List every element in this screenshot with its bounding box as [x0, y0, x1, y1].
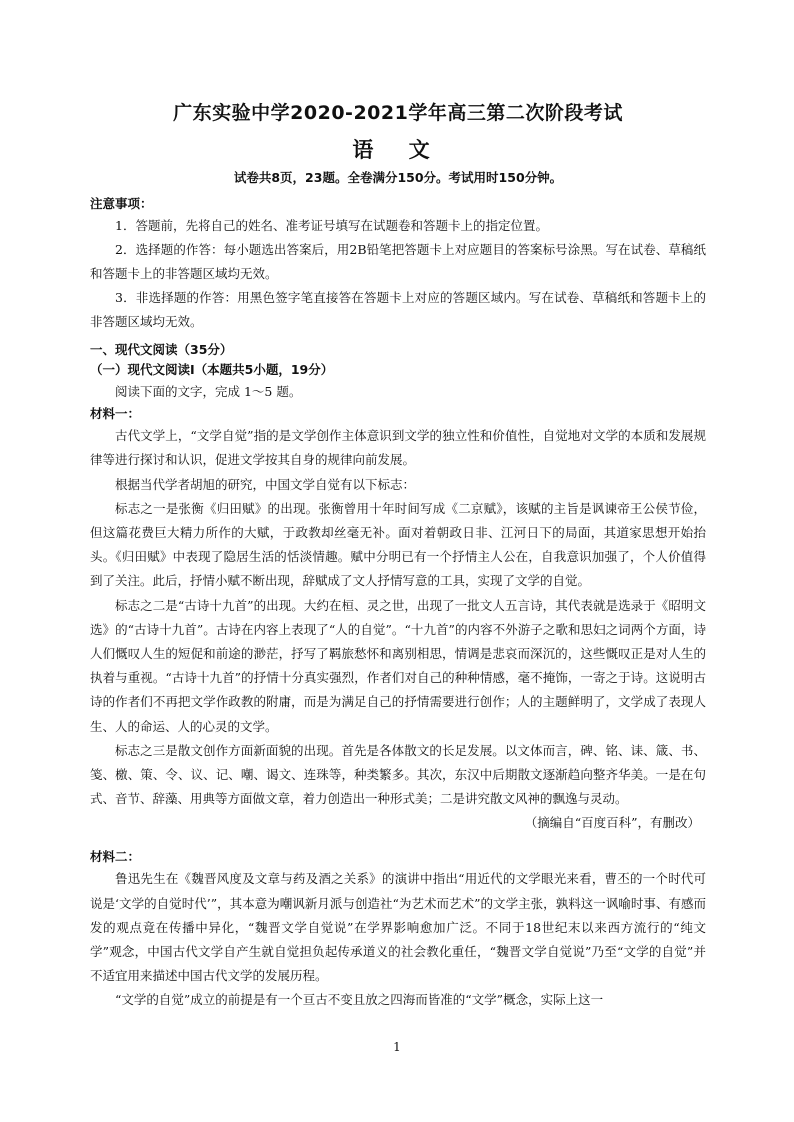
material2-heading: 材料二：	[90, 849, 141, 865]
material1-heading: 材料一：	[90, 406, 141, 422]
subject-title: 语 文	[352, 138, 444, 162]
page-number: 1	[393, 1040, 401, 1054]
material2-paragraph: “文学的自觉”成立的前提是有一个亘古不变且放之四海而皆准的“文学”概念，实际上这一	[115, 992, 604, 1008]
section-subheading: （一）现代文阅读Ⅰ（本题共5小题，19分）	[90, 362, 334, 377]
exam-title: 广东实验中学2020-2021学年高三第二次阶段考试	[173, 102, 623, 124]
notice-item: 2．选择题的作答：每小题选出答案后，用2B铅笔把答题卡上对应题目的答案标号涂黑。写在试卷、草稿纸和答题卡上的非答题区域均无效。	[90, 242, 706, 281]
notice-item: 1．答题前，先将自己的姓名、准考证号填写在试题卷和答题卡上的指定位置。	[115, 218, 548, 233]
material2-paragraph: 鲁迅先生在《魏晋风度及文章与药及酒之关系》的演讲中指出“用近代的文学眼光来看，曹丕的一个时代可说是‘文学的自觉时代’”，其本意为嘲讽新月派与创造社“为艺术而艺术”的文学主张，孰料这一讽喻时事、有感而发的观点竟在传播中异化，“魏晋文学自觉说”在学界影响愈加广泛。不同于18世纪末以来西方流行的“纯文学”观念，中国古代文学自产生就自觉担负起传承道义的社会教化重任，“魏晋文学自觉说”乃至“文学的自觉”并不适宜用来描述中国古代文学的发展历程。	[90, 871, 706, 984]
notice-heading: 注意事项：	[90, 196, 153, 211]
material1-paragraph: 古代文学上，“文学自觉”指的是文学创作主体意识到文学的独立性和价值性，自觉地对文学的本质和发展规律等进行探讨和认识，促进文学按其自身的规律向前发展。	[90, 428, 706, 468]
material1-source: （摘编自“百度百科”，有删改）	[524, 815, 700, 831]
exam-page	[90, 100, 706, 1013]
exam-meta: 试卷共8页，23题。全卷满分150分。考试用时150分钟。	[233, 170, 563, 185]
spacer	[90, 835, 706, 847]
material1-paragraph: 标志之三是散文创作方面新面貌的出现。首先是各体散文的长足发展。以文体而言，碑、铭、诔、箴、书、笺、檄、策、令、议、记、嘲、谒文、连珠等，种类繁多。其次，东汉中后期散文逐渐趋向整齐华美。一是在句式、音节、辞藻、用典等方面做文章，着力创造出一种形式美；二是讲究散文风神的飘逸与灵动。	[90, 742, 706, 807]
section-heading: 一、现代文阅读（35分）	[90, 342, 233, 357]
material1-paragraph: 标志之一是张衡《归田赋》的出现。张衡曾用十年时间写成《二京赋》，该赋的主旨是讽谏帝王公侯节俭，但这篇花费巨大精力所作的大赋，于政教却丝毫无补。面对着朝政日非、江河日下的局面，其道家思想开始抬头。《归田赋》中表现了隐居生活的恬淡情趣。赋中分明已有一个抒情主人公在，自我意识加强了，个人价值得到了关注。此后，抒情小赋不断出现，辞赋成了文人抒情写意的工具，实现了文学的自觉。	[90, 500, 706, 589]
material1-paragraph: 标志之二是“古诗十九首”的出现。大约在桓、灵之世，出现了一批文人五言诗，其代表就是选录于《昭明文选》的“古诗十九首”。古诗在内容上表现了“人的自觉”。“十九首”的内容不外游子之歌和思妇之词两个方面，诗人们慨叹人生的短促和前途的渺茫，抒写了羁旅愁怀和离别相思，情调是悲哀而深沉的，这些慨叹正是对人生的执着与重视。“古诗十九首”的抒情十分真实强烈，作者们对自己的种种情感，毫不掩饰，一寄之于诗。这说明古诗的作者们不再把文学作政教的附庸，而是为满足自己的抒情需要进行创作；人的主题鲜明了，文学成了表现人生、人的命运、人的心灵的文学。	[90, 597, 706, 734]
notice-item: 3．非选择题的作答：用黑色签字笔直接答在答题卡上对应的答题区域内。写在试卷、草稿纸和答题卡上的非答题区域均无效。	[90, 290, 706, 329]
section-instruction: 阅读下面的文字，完成 1～5 题。	[115, 384, 302, 399]
material1-paragraph: 根据当代学者胡旭的研究，中国文学自觉有以下标志：	[115, 476, 416, 492]
